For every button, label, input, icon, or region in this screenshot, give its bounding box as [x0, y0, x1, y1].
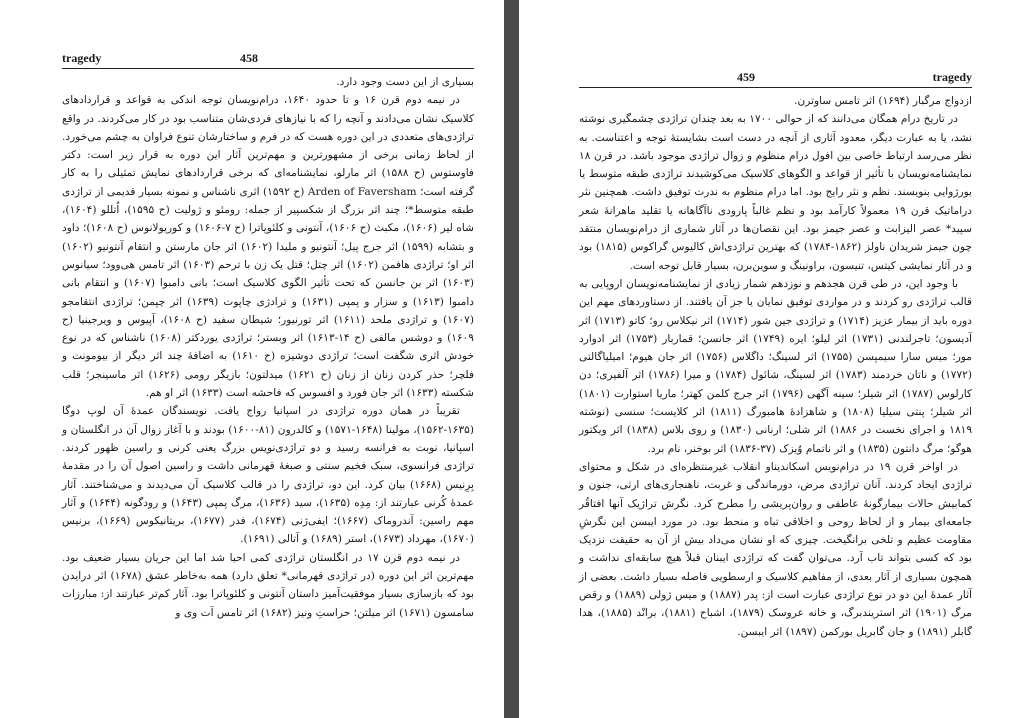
right-page: [519, 0, 1024, 718]
running-head-left: tragedy: [62, 51, 102, 65]
header-rule-left: [62, 68, 474, 69]
paragraph: در تاریخ درام همگان می‌دانند که از حوالی ۱۷۰۰ به بعد چندان تراژدی چشمگیری نوشته نشد، یا به عبارت دیگر، معدود آثاری از آنچه در دست است بشایستهٔ توجه و اعتناست. به نظر می‌رسد ارتباط خاصی بین افول درام منظوم و زوال تراژدی موجود باشد. در قرن ۱۸ نمایشنامه‌نویسان با تأثیر از قواعد و الگوهای کلاسیک می‌کوشیدند تراژدی طبقه متوسط یا بورژوایی بنویسند. نظم و نثر رایج بود. اما درام منظوم به ندرت توفیق داشت. همچنین نثر دراماتیک قرن ۱۹ معمولاً کارآمد بود و نظم غالباً پارودی ناآگاهانه یا تقلید ماهرانهٔ شعر سپید* عصر الیزابت و عصر جیمز بود. این نقصان‌ها در آثار شماری از درام‌نویسان منتقد چون جیمز شریدان ناولز (۱۸۶۲-۱۷۸۴) که بهترین تراژدی‌اش کالیوس گراکوس (۱۸۱۵) بود و در آثار نمایشی کیتس، تنیسون، براونینگ و سوین‌برن، بسیار قابل توجه است.: [579, 113, 973, 272]
right-page-body: [579, 92, 972, 641]
header-rule-right: [579, 87, 972, 88]
paragraph: بسیاری از این دست وجود دارد.: [336, 76, 474, 88]
paragraph: با وجود این، در طی قرن هجدهم و نوزدهم شمار زیادی از نمایشنامه‌نویسان اروپایی به قالب تراژدی رو کردند و در مواردی توفیق نمایان یا جز آن یافتند. از دستاوردهای مهم این دوره باید از بیمار عزیز (۱۷۱۴) و تراژدی جین شور (۱۷۱۴) اثر نیکلاس رو؛ کاتو (۱۷۱۳) اثر آدیسون؛ تاجرلندنی (۱۷۳۱) اثر لیلو؛ ایره (۱۷۴۹) اثر جانسن؛ قماربار (۱۷۵۳) اثر ادوارد مور؛ میس سارا سیمپسن (۱۷۵۵) اثر لسینگ؛ داگلاس (۱۷۵۶) اثر جان هیوم؛ امیلیاگالتی (۱۷۷۲) و ناتان خردمند (۱۷۸۳) اثر لسینگ، شائول (۱۷۸۴) و میرا (۱۷۸۶) اثر آلفیری؛ دن کارلوس (۱۷۸۷) اثر شیلر؛ سینه آگهی (۱۷۹۶) اثر جرج کلمن کهتر؛ ماریا استوارت (۱۸۰۱) اثر شیلر؛ پنتی سیلیا (۱۸۰۸) و شاهزادهٔ هامبورگ (۱۸۱۱) اثر کلایست؛ سنسی (نوشته ۱۸۱۹ و اجرای نخست در ۱۸۸۶) اثر شلی؛ ارنانی (۱۸۳۰) و روی بلاس (۱۸۳۸) اثر ویکتور هوگو؛ مرگ دانتون (۱۸۳۵) و اثر ناتمام وُیزک (۳۷-۱۸۳۶) اثر بوخنر، نام برد.: [579, 277, 973, 455]
page-number-right: 459: [737, 70, 755, 84]
page-number-left: 458: [240, 51, 258, 65]
page-gutter: [504, 0, 519, 718]
left-page-body: [62, 73, 474, 622]
paragraph: ازدواج مرگبار (۱۶۹۴) اثر تامس ساوترن.: [794, 95, 972, 107]
paragraph: در نیمه دوم قرن ۱۶ و تا حدود ۱۶۴۰، درام‌نویسان توجه اندکی به قواعد و قراردادهای کلاسیک نشان می‌دادند و آنچه را که با نیازهای فردی‌شان متناسب بود در کار می‌کردند. در واقع تراژدی‌های متعددی در این دوره هست که در فرم و ساختارشان تنوع فراوان به چشم می‌خورد. از لحاظ زمانی برخی از مشهورترین و مهم‌ترین آثار این دوره به قرار زیر است: دکتر فاوستوس (ح ۱۵۸۸) اثر مارلو، نمایشنامه‌ای که برخی قراردادهای نمایش تمثیلی را به کار گرفته است؛ Arden of Faversham (ح ۱۵۹۲) اثری ناشناس و نمونه بسیار قدیمی از تراژدی طبقه متوسط*؛ چند اثر بزرگ از شکسپیر از جمله: رومئو و ژولیت (ح ۱۵۹۵)، اُتللو (۱۶۰۴)، شاه لیر (۱۶۰۶)، مکبث (ح ۱۶۰۶)، آنتونی و کلئوپاترا (ح ۷-۱۶۰۶) و کوریولانوس (ح ۱۶۰۸)؛ داود و بتشابه (۱۵۹۹) اثر جرج پیل؛ آنتونیو و ملیدا (۱۶۰۲) اثر جان مارستن و انتقام آنتونیو (۱۶۰۲) اثر او؛ تراژدی هافمن (۱۶۰۲) اثر چتل؛ قتل یک زن با ترحم (۱۶۰۳) اثر تامس هی‌وود؛ سیانوس (۱۶۰۳) اثر بن جانسن که تحت تأثیر الگوی کلاسیک است؛ بانی دامبوا (۱۶۰۷) و انتقام بانی دامبوا (۱۶۱۳) و سزار و پمپی (۱۶۳۱) و ترادژی چاپوت (۱۶۳۹) اثر چپمن؛ تراژدی انتقامجو (۱۶۰۷) و تراژدی ملحد (۱۶۱۱) اثر تورنیور؛ شیطان سفید (ح ۱۶۰۸)، آپیوس و ویرجینیا (ح ۱۶۰۹) و دوشس مالفی (ح ۱۴-۱۶۱۳) اثر وبستر؛ تراژدی یوردکتر (۱۶۰۸) ناشناس که در نوع خودش اثری شگفت است؛ تراژدی دوشیزه (ح ۱۶۱۰) به اضافهٔ چند اثر دیگر از بیومونت و فلچر؛ حذر کردن زنان از زنان (ح ۱۶۲۱) میدلتون؛ بازیگر رومی (۱۶۲۶) اثر ماسینجر؛ قلب شکسته (۱۶۳۳) اثر جان فورد و افسوس که فاحشه است (۱۶۳۳) اثر او هم.: [61, 94, 475, 400]
running-head-right: tragedy: [932, 70, 972, 84]
paragraph: در اواخر قرن ۱۹ در درام‌نویس اسکاندیناو انقلاب غیرمنتظره‌ای در شکل و محتوای تراژدی ایجاد کردند. آنان تراژدی مرض، دورماندگی و غربت، ناهنجاری‌های ارثی، جنون و کمابیش حالات بیمارگونهٔ عاطفی و روان‌پریشی را مطرح کرد. نگرش تراژیک آنها افتاقُر جامعه‌ای بیمار و از لحاظ روحی و اخلاقی تباه و منحط بود. در مورد ایبسن این نگرشِ مقاومت عظیم و تلخی برانگیخت. چیزی که او نشان می‌داد بیش از آن به حقیقت نزدیک بود که کسی بتواند تاب آرد. می‌توان گفت که تراژدی ایبنان قبلاً هیچ سابقه‌ای نداشت و همچون بسیاری از آثار بعدی، از مفاهیم کلاسیک و ارسطویی فاصله بسیار داشت. بعضی از آثار عمدهٔ این دو در نوع تراژدی عبارت است از: پدر (۱۸۸۷) و میس ژولی (۱۸۸۹) و رقص مرگ (۱۹۰۱) اثر استریندبرگ، و خانه عروسک (۱۸۷۹)، اشباح (۱۸۸۱)، برانْد (۱۸۸۵)، هدا گابلر (۱۸۹۱) و جان گابریل بورکمن (۱۸۹۷) اثر ایبسن.: [579, 460, 972, 638]
paragraph: در نیمه دوم قرن ۱۷ در انگلستان تراژدی کمی احیا شد اما این جریان بسیار ضعیف بود. مهم‌ترین اثر این دوره (در تراژدی قهرمانی* تعلق دارد) همه به‌خاطر عشق (۱۶۷۸) اثر درایدن بود که بازسازی بسیار موفقیت‌آمیز داستان آنتونی و کلئوپاترا بود. آثار کم‌تر عبارتند از: مبارزات سامسون (۱۶۷۱) اثر میلتن؛ حراستِ ونیز (۱۶۸۲) اثر تامس آت وی و: [62, 551, 474, 619]
left-page: [0, 0, 504, 718]
paragraph: تقریباً در همان دوره تراژدی در اسپانیا رواج یافت. نویسندگان عمدهٔ آن لوپ دوگا (۱۶۳۵-۱۵۶۲)، مولینا (۱۶۴۸-۱۵۷۱) و کالدرون (۸۱-۱۶۰۰) بودند و با آغاز زوال آن در انگلستان و اسپانیا، نوبت به فرانسه رسید و دو تراژدی‌نویس بزرگ یعنی کرنی و راسین ظهور کردند. تراژدی فرانسوی، سبک فخیم سنتی و صبغهٔ قهرمانی داشت و راسین اصول آن را در مقدمهٔ بِرِنیس (۱۶۶۸) بیان کرد. این دو، تراژدی را در قالب کلاسیک آن می‌دیدند و می‌شناختند. آثار عمدهٔ کُرنی عبارتند از: مِدِه (۱۶۳۵)، سید (۱۶۳۶)، مرگ پمپی (۱۶۴۳) و رودگونه (۱۶۴۴) و آثار مهم راسین: آندروماک (۱۶۶۷)؛ ایفی‌ژنی (۱۶۷۴)، فدر (۱۶۷۷)، بریتانیکوس (۱۶۶۹)، برنیس (۱۶۷۰)، مهرداد (۱۶۷۳)، استر (۱۶۸۹) و آتالی (۱۶۹۱).: [62, 405, 475, 546]
